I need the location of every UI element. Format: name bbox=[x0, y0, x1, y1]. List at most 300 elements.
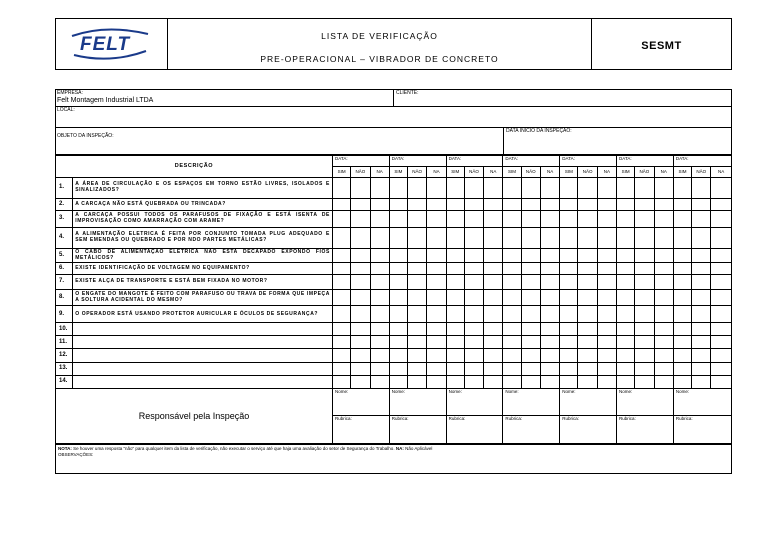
answer-checkbox-cell[interactable] bbox=[711, 349, 732, 362]
answer-checkbox-cell[interactable] bbox=[692, 177, 711, 199]
answer-checkbox-cell[interactable] bbox=[408, 263, 427, 275]
answer-checkbox-cell[interactable] bbox=[540, 323, 559, 336]
answer-checkbox-cell[interactable] bbox=[711, 375, 732, 388]
answer-checkbox-cell[interactable] bbox=[654, 375, 673, 388]
inspector-name-field[interactable]: Nome: bbox=[332, 388, 389, 415]
answer-checkbox-cell[interactable] bbox=[389, 289, 407, 306]
answer-checkbox-cell[interactable] bbox=[351, 323, 370, 336]
answer-checkbox-cell[interactable] bbox=[427, 210, 446, 227]
date-field[interactable]: DATA: bbox=[673, 156, 731, 167]
answer-checkbox-cell[interactable] bbox=[711, 177, 732, 199]
answer-checkbox-cell[interactable] bbox=[332, 306, 350, 323]
answer-checkbox-cell[interactable] bbox=[711, 336, 732, 349]
answer-checkbox-cell[interactable] bbox=[464, 249, 483, 263]
answer-checkbox-cell[interactable] bbox=[560, 323, 578, 336]
answer-checkbox-cell[interactable] bbox=[408, 275, 427, 289]
answer-checkbox-cell[interactable] bbox=[370, 199, 389, 211]
answer-checkbox-cell[interactable] bbox=[597, 306, 616, 323]
answer-checkbox-cell[interactable] bbox=[578, 177, 597, 199]
answer-checkbox-cell[interactable] bbox=[389, 336, 407, 349]
answer-checkbox-cell[interactable] bbox=[446, 289, 464, 306]
answer-checkbox-cell[interactable] bbox=[389, 210, 407, 227]
answer-checkbox-cell[interactable] bbox=[654, 362, 673, 375]
answer-checkbox-cell[interactable] bbox=[389, 249, 407, 263]
answer-checkbox-cell[interactable] bbox=[617, 349, 635, 362]
answer-checkbox-cell[interactable] bbox=[351, 375, 370, 388]
answer-checkbox-cell[interactable] bbox=[711, 199, 732, 211]
answer-checkbox-cell[interactable] bbox=[597, 362, 616, 375]
answer-checkbox-cell[interactable] bbox=[484, 199, 503, 211]
answer-checkbox-cell[interactable] bbox=[692, 289, 711, 306]
answer-checkbox-cell[interactable] bbox=[427, 289, 446, 306]
answer-checkbox-cell[interactable] bbox=[617, 249, 635, 263]
answer-checkbox-cell[interactable] bbox=[370, 323, 389, 336]
answer-checkbox-cell[interactable] bbox=[673, 177, 691, 199]
answer-checkbox-cell[interactable] bbox=[408, 210, 427, 227]
answer-checkbox-cell[interactable] bbox=[540, 227, 559, 249]
answer-checkbox-cell[interactable] bbox=[560, 275, 578, 289]
answer-checkbox-cell[interactable] bbox=[427, 263, 446, 275]
answer-checkbox-cell[interactable] bbox=[654, 336, 673, 349]
answer-checkbox-cell[interactable] bbox=[521, 323, 540, 336]
answer-checkbox-cell[interactable] bbox=[654, 249, 673, 263]
answer-checkbox-cell[interactable] bbox=[560, 349, 578, 362]
answer-checkbox-cell[interactable] bbox=[332, 362, 350, 375]
inspector-name-field[interactable]: Nome: bbox=[389, 388, 446, 415]
answer-checkbox-cell[interactable] bbox=[521, 289, 540, 306]
answer-checkbox-cell[interactable] bbox=[635, 275, 654, 289]
answer-checkbox-cell[interactable] bbox=[692, 210, 711, 227]
answer-checkbox-cell[interactable] bbox=[370, 336, 389, 349]
answer-checkbox-cell[interactable] bbox=[597, 275, 616, 289]
answer-checkbox-cell[interactable] bbox=[617, 375, 635, 388]
answer-checkbox-cell[interactable] bbox=[427, 199, 446, 211]
answer-checkbox-cell[interactable] bbox=[540, 275, 559, 289]
answer-checkbox-cell[interactable] bbox=[578, 210, 597, 227]
answer-checkbox-cell[interactable] bbox=[617, 289, 635, 306]
answer-checkbox-cell[interactable] bbox=[578, 289, 597, 306]
answer-checkbox-cell[interactable] bbox=[673, 349, 691, 362]
answer-checkbox-cell[interactable] bbox=[370, 362, 389, 375]
answer-checkbox-cell[interactable] bbox=[389, 263, 407, 275]
answer-checkbox-cell[interactable] bbox=[464, 199, 483, 211]
answer-checkbox-cell[interactable] bbox=[673, 289, 691, 306]
answer-checkbox-cell[interactable] bbox=[540, 199, 559, 211]
answer-checkbox-cell[interactable] bbox=[332, 210, 350, 227]
answer-checkbox-cell[interactable] bbox=[654, 306, 673, 323]
answer-checkbox-cell[interactable] bbox=[597, 289, 616, 306]
answer-checkbox-cell[interactable] bbox=[332, 336, 350, 349]
answer-checkbox-cell[interactable] bbox=[503, 306, 521, 323]
answer-checkbox-cell[interactable] bbox=[427, 336, 446, 349]
answer-checkbox-cell[interactable] bbox=[351, 275, 370, 289]
answer-checkbox-cell[interactable] bbox=[673, 306, 691, 323]
answer-checkbox-cell[interactable] bbox=[351, 362, 370, 375]
answer-checkbox-cell[interactable] bbox=[597, 177, 616, 199]
answer-checkbox-cell[interactable] bbox=[521, 210, 540, 227]
answer-checkbox-cell[interactable] bbox=[578, 275, 597, 289]
answer-checkbox-cell[interactable] bbox=[446, 199, 464, 211]
answer-checkbox-cell[interactable] bbox=[484, 249, 503, 263]
inspector-name-field[interactable]: Nome: bbox=[617, 388, 674, 415]
answer-checkbox-cell[interactable] bbox=[654, 263, 673, 275]
answer-checkbox-cell[interactable] bbox=[332, 375, 350, 388]
answer-checkbox-cell[interactable] bbox=[540, 336, 559, 349]
answer-checkbox-cell[interactable] bbox=[521, 375, 540, 388]
answer-checkbox-cell[interactable] bbox=[427, 177, 446, 199]
answer-checkbox-cell[interactable] bbox=[427, 227, 446, 249]
answer-checkbox-cell[interactable] bbox=[597, 249, 616, 263]
answer-checkbox-cell[interactable] bbox=[597, 375, 616, 388]
answer-checkbox-cell[interactable] bbox=[464, 289, 483, 306]
answer-checkbox-cell[interactable] bbox=[446, 275, 464, 289]
answer-checkbox-cell[interactable] bbox=[540, 249, 559, 263]
answer-checkbox-cell[interactable] bbox=[464, 336, 483, 349]
answer-checkbox-cell[interactable] bbox=[617, 210, 635, 227]
answer-checkbox-cell[interactable] bbox=[635, 289, 654, 306]
answer-checkbox-cell[interactable] bbox=[560, 227, 578, 249]
answer-checkbox-cell[interactable] bbox=[446, 336, 464, 349]
inspector-name-field[interactable]: Nome: bbox=[503, 388, 560, 415]
answer-checkbox-cell[interactable] bbox=[635, 323, 654, 336]
answer-checkbox-cell[interactable] bbox=[635, 375, 654, 388]
answer-checkbox-cell[interactable] bbox=[464, 227, 483, 249]
answer-checkbox-cell[interactable] bbox=[446, 177, 464, 199]
answer-checkbox-cell[interactable] bbox=[370, 306, 389, 323]
answer-checkbox-cell[interactable] bbox=[370, 289, 389, 306]
answer-checkbox-cell[interactable] bbox=[617, 323, 635, 336]
answer-checkbox-cell[interactable] bbox=[427, 275, 446, 289]
answer-checkbox-cell[interactable] bbox=[446, 227, 464, 249]
date-field[interactable]: DATA: bbox=[389, 156, 446, 167]
answer-checkbox-cell[interactable] bbox=[370, 349, 389, 362]
answer-checkbox-cell[interactable] bbox=[389, 323, 407, 336]
answer-checkbox-cell[interactable] bbox=[560, 362, 578, 375]
answer-checkbox-cell[interactable] bbox=[540, 306, 559, 323]
answer-checkbox-cell[interactable] bbox=[654, 349, 673, 362]
answer-checkbox-cell[interactable] bbox=[446, 249, 464, 263]
answer-checkbox-cell[interactable] bbox=[578, 362, 597, 375]
answer-checkbox-cell[interactable] bbox=[370, 210, 389, 227]
answer-checkbox-cell[interactable] bbox=[464, 306, 483, 323]
answer-checkbox-cell[interactable] bbox=[635, 199, 654, 211]
answer-checkbox-cell[interactable] bbox=[673, 336, 691, 349]
answer-checkbox-cell[interactable] bbox=[503, 210, 521, 227]
answer-checkbox-cell[interactable] bbox=[521, 177, 540, 199]
answer-checkbox-cell[interactable] bbox=[503, 275, 521, 289]
answer-checkbox-cell[interactable] bbox=[617, 227, 635, 249]
answer-checkbox-cell[interactable] bbox=[446, 375, 464, 388]
answer-checkbox-cell[interactable] bbox=[351, 349, 370, 362]
answer-checkbox-cell[interactable] bbox=[503, 177, 521, 199]
answer-checkbox-cell[interactable] bbox=[464, 349, 483, 362]
answer-checkbox-cell[interactable] bbox=[389, 227, 407, 249]
answer-checkbox-cell[interactable] bbox=[521, 249, 540, 263]
answer-checkbox-cell[interactable] bbox=[464, 263, 483, 275]
answer-checkbox-cell[interactable] bbox=[484, 336, 503, 349]
answer-checkbox-cell[interactable] bbox=[446, 323, 464, 336]
answer-checkbox-cell[interactable] bbox=[484, 323, 503, 336]
inspector-rubrica-field[interactable]: Rubrica: bbox=[389, 416, 446, 444]
answer-checkbox-cell[interactable] bbox=[351, 210, 370, 227]
inspector-rubrica-field[interactable]: Rubrica: bbox=[560, 416, 617, 444]
answer-checkbox-cell[interactable] bbox=[332, 199, 350, 211]
answer-checkbox-cell[interactable] bbox=[654, 210, 673, 227]
inspector-name-field[interactable]: Nome: bbox=[673, 388, 731, 415]
answer-checkbox-cell[interactable] bbox=[654, 177, 673, 199]
answer-checkbox-cell[interactable] bbox=[351, 306, 370, 323]
answer-checkbox-cell[interactable] bbox=[521, 306, 540, 323]
answer-checkbox-cell[interactable] bbox=[484, 263, 503, 275]
answer-checkbox-cell[interactable] bbox=[635, 177, 654, 199]
answer-checkbox-cell[interactable] bbox=[332, 177, 350, 199]
answer-checkbox-cell[interactable] bbox=[711, 323, 732, 336]
answer-checkbox-cell[interactable] bbox=[484, 210, 503, 227]
answer-checkbox-cell[interactable] bbox=[332, 263, 350, 275]
answer-checkbox-cell[interactable] bbox=[617, 306, 635, 323]
date-field[interactable]: DATA: bbox=[446, 156, 503, 167]
answer-checkbox-cell[interactable] bbox=[370, 177, 389, 199]
answer-checkbox-cell[interactable] bbox=[692, 275, 711, 289]
answer-checkbox-cell[interactable] bbox=[389, 275, 407, 289]
inspector-name-field[interactable]: Nome: bbox=[446, 388, 503, 415]
answer-checkbox-cell[interactable] bbox=[503, 336, 521, 349]
answer-checkbox-cell[interactable] bbox=[711, 275, 732, 289]
answer-checkbox-cell[interactable] bbox=[464, 323, 483, 336]
answer-checkbox-cell[interactable] bbox=[503, 349, 521, 362]
answer-checkbox-cell[interactable] bbox=[673, 199, 691, 211]
answer-checkbox-cell[interactable] bbox=[597, 199, 616, 211]
answer-checkbox-cell[interactable] bbox=[464, 210, 483, 227]
answer-checkbox-cell[interactable] bbox=[370, 263, 389, 275]
answer-checkbox-cell[interactable] bbox=[560, 375, 578, 388]
answer-checkbox-cell[interactable] bbox=[351, 227, 370, 249]
answer-checkbox-cell[interactable] bbox=[370, 375, 389, 388]
answer-checkbox-cell[interactable] bbox=[427, 362, 446, 375]
answer-checkbox-cell[interactable] bbox=[560, 289, 578, 306]
answer-checkbox-cell[interactable] bbox=[446, 263, 464, 275]
answer-checkbox-cell[interactable] bbox=[654, 275, 673, 289]
answer-checkbox-cell[interactable] bbox=[692, 362, 711, 375]
answer-checkbox-cell[interactable] bbox=[540, 375, 559, 388]
answer-checkbox-cell[interactable] bbox=[673, 323, 691, 336]
answer-checkbox-cell[interactable] bbox=[484, 349, 503, 362]
answer-checkbox-cell[interactable] bbox=[351, 249, 370, 263]
answer-checkbox-cell[interactable] bbox=[484, 275, 503, 289]
answer-checkbox-cell[interactable] bbox=[578, 349, 597, 362]
answer-checkbox-cell[interactable] bbox=[332, 323, 350, 336]
answer-checkbox-cell[interactable] bbox=[692, 306, 711, 323]
answer-checkbox-cell[interactable] bbox=[635, 263, 654, 275]
answer-checkbox-cell[interactable] bbox=[351, 177, 370, 199]
answer-checkbox-cell[interactable] bbox=[389, 306, 407, 323]
answer-checkbox-cell[interactable] bbox=[673, 375, 691, 388]
answer-checkbox-cell[interactable] bbox=[617, 199, 635, 211]
answer-checkbox-cell[interactable] bbox=[635, 227, 654, 249]
answer-checkbox-cell[interactable] bbox=[408, 375, 427, 388]
inspector-rubrica-field[interactable]: Rubrica: bbox=[446, 416, 503, 444]
inspector-name-field[interactable]: Nome: bbox=[560, 388, 617, 415]
answer-checkbox-cell[interactable] bbox=[597, 227, 616, 249]
answer-checkbox-cell[interactable] bbox=[540, 289, 559, 306]
answer-checkbox-cell[interactable] bbox=[521, 336, 540, 349]
answer-checkbox-cell[interactable] bbox=[560, 263, 578, 275]
answer-checkbox-cell[interactable] bbox=[692, 349, 711, 362]
answer-checkbox-cell[interactable] bbox=[408, 336, 427, 349]
answer-checkbox-cell[interactable] bbox=[427, 249, 446, 263]
answer-checkbox-cell[interactable] bbox=[464, 362, 483, 375]
answer-checkbox-cell[interactable] bbox=[692, 375, 711, 388]
answer-checkbox-cell[interactable] bbox=[521, 349, 540, 362]
answer-checkbox-cell[interactable] bbox=[521, 199, 540, 211]
answer-checkbox-cell[interactable] bbox=[389, 177, 407, 199]
answer-checkbox-cell[interactable] bbox=[484, 362, 503, 375]
answer-checkbox-cell[interactable] bbox=[692, 249, 711, 263]
answer-checkbox-cell[interactable] bbox=[503, 199, 521, 211]
date-field[interactable]: DATA: bbox=[560, 156, 617, 167]
answer-checkbox-cell[interactable] bbox=[635, 249, 654, 263]
answer-checkbox-cell[interactable] bbox=[503, 362, 521, 375]
answer-checkbox-cell[interactable] bbox=[597, 336, 616, 349]
answer-checkbox-cell[interactable] bbox=[540, 349, 559, 362]
answer-checkbox-cell[interactable] bbox=[408, 177, 427, 199]
answer-checkbox-cell[interactable] bbox=[446, 210, 464, 227]
answer-checkbox-cell[interactable] bbox=[389, 375, 407, 388]
answer-checkbox-cell[interactable] bbox=[692, 263, 711, 275]
answer-checkbox-cell[interactable] bbox=[560, 210, 578, 227]
answer-checkbox-cell[interactable] bbox=[351, 336, 370, 349]
answer-checkbox-cell[interactable] bbox=[408, 199, 427, 211]
answer-checkbox-cell[interactable] bbox=[503, 375, 521, 388]
date-field[interactable]: DATA: bbox=[503, 156, 560, 167]
answer-checkbox-cell[interactable] bbox=[446, 306, 464, 323]
answer-checkbox-cell[interactable] bbox=[389, 362, 407, 375]
answer-checkbox-cell[interactable] bbox=[427, 306, 446, 323]
answer-checkbox-cell[interactable] bbox=[635, 306, 654, 323]
answer-checkbox-cell[interactable] bbox=[617, 263, 635, 275]
answer-checkbox-cell[interactable] bbox=[503, 227, 521, 249]
answer-checkbox-cell[interactable] bbox=[503, 263, 521, 275]
answer-checkbox-cell[interactable] bbox=[503, 289, 521, 306]
inspector-rubrica-field[interactable]: Rubrica: bbox=[617, 416, 674, 444]
answer-checkbox-cell[interactable] bbox=[464, 275, 483, 289]
answer-checkbox-cell[interactable] bbox=[370, 227, 389, 249]
answer-checkbox-cell[interactable] bbox=[464, 375, 483, 388]
answer-checkbox-cell[interactable] bbox=[521, 275, 540, 289]
answer-checkbox-cell[interactable] bbox=[521, 263, 540, 275]
answer-checkbox-cell[interactable] bbox=[578, 323, 597, 336]
answer-checkbox-cell[interactable] bbox=[560, 336, 578, 349]
answer-checkbox-cell[interactable] bbox=[711, 289, 732, 306]
answer-checkbox-cell[interactable] bbox=[673, 210, 691, 227]
answer-checkbox-cell[interactable] bbox=[503, 323, 521, 336]
answer-checkbox-cell[interactable] bbox=[692, 199, 711, 211]
answer-checkbox-cell[interactable] bbox=[711, 227, 732, 249]
inspector-rubrica-field[interactable]: Rubrica: bbox=[332, 416, 389, 444]
answer-checkbox-cell[interactable] bbox=[332, 249, 350, 263]
answer-checkbox-cell[interactable] bbox=[389, 349, 407, 362]
answer-checkbox-cell[interactable] bbox=[408, 349, 427, 362]
answer-checkbox-cell[interactable] bbox=[521, 227, 540, 249]
answer-checkbox-cell[interactable] bbox=[408, 227, 427, 249]
answer-checkbox-cell[interactable] bbox=[597, 210, 616, 227]
answer-checkbox-cell[interactable] bbox=[578, 263, 597, 275]
answer-checkbox-cell[interactable] bbox=[673, 249, 691, 263]
answer-checkbox-cell[interactable] bbox=[408, 362, 427, 375]
answer-checkbox-cell[interactable] bbox=[617, 275, 635, 289]
answer-checkbox-cell[interactable] bbox=[617, 336, 635, 349]
answer-checkbox-cell[interactable] bbox=[597, 263, 616, 275]
answer-checkbox-cell[interactable] bbox=[673, 362, 691, 375]
inspector-rubrica-field[interactable]: Rubrica: bbox=[503, 416, 560, 444]
answer-checkbox-cell[interactable] bbox=[427, 375, 446, 388]
answer-checkbox-cell[interactable] bbox=[654, 199, 673, 211]
answer-checkbox-cell[interactable] bbox=[446, 349, 464, 362]
answer-checkbox-cell[interactable] bbox=[503, 249, 521, 263]
answer-checkbox-cell[interactable] bbox=[617, 362, 635, 375]
answer-checkbox-cell[interactable] bbox=[540, 177, 559, 199]
answer-checkbox-cell[interactable] bbox=[370, 275, 389, 289]
answer-checkbox-cell[interactable] bbox=[654, 323, 673, 336]
answer-checkbox-cell[interactable] bbox=[578, 336, 597, 349]
answer-checkbox-cell[interactable] bbox=[635, 349, 654, 362]
answer-checkbox-cell[interactable] bbox=[560, 177, 578, 199]
answer-checkbox-cell[interactable] bbox=[521, 362, 540, 375]
answer-checkbox-cell[interactable] bbox=[389, 199, 407, 211]
answer-checkbox-cell[interactable] bbox=[711, 263, 732, 275]
answer-checkbox-cell[interactable] bbox=[332, 227, 350, 249]
answer-checkbox-cell[interactable] bbox=[540, 210, 559, 227]
answer-checkbox-cell[interactable] bbox=[711, 249, 732, 263]
answer-checkbox-cell[interactable] bbox=[484, 289, 503, 306]
answer-checkbox-cell[interactable] bbox=[635, 336, 654, 349]
inspector-rubrica-field[interactable]: Rubrica: bbox=[673, 416, 731, 444]
answer-checkbox-cell[interactable] bbox=[692, 227, 711, 249]
answer-checkbox-cell[interactable] bbox=[446, 362, 464, 375]
answer-checkbox-cell[interactable] bbox=[673, 263, 691, 275]
answer-checkbox-cell[interactable] bbox=[692, 323, 711, 336]
answer-checkbox-cell[interactable] bbox=[408, 249, 427, 263]
answer-checkbox-cell[interactable] bbox=[692, 336, 711, 349]
answer-checkbox-cell[interactable] bbox=[654, 227, 673, 249]
answer-checkbox-cell[interactable] bbox=[484, 227, 503, 249]
answer-checkbox-cell[interactable] bbox=[597, 323, 616, 336]
answer-checkbox-cell[interactable] bbox=[578, 375, 597, 388]
answer-checkbox-cell[interactable] bbox=[408, 323, 427, 336]
answer-checkbox-cell[interactable] bbox=[711, 306, 732, 323]
answer-checkbox-cell[interactable] bbox=[560, 249, 578, 263]
answer-checkbox-cell[interactable] bbox=[332, 349, 350, 362]
answer-checkbox-cell[interactable] bbox=[617, 177, 635, 199]
answer-checkbox-cell[interactable] bbox=[578, 199, 597, 211]
answer-checkbox-cell[interactable] bbox=[427, 349, 446, 362]
date-field[interactable]: DATA: bbox=[332, 156, 389, 167]
answer-checkbox-cell[interactable] bbox=[427, 323, 446, 336]
date-field[interactable]: DATA: bbox=[617, 156, 674, 167]
answer-checkbox-cell[interactable] bbox=[654, 289, 673, 306]
answer-checkbox-cell[interactable] bbox=[370, 249, 389, 263]
answer-checkbox-cell[interactable] bbox=[635, 210, 654, 227]
answer-checkbox-cell[interactable] bbox=[711, 362, 732, 375]
answer-checkbox-cell[interactable] bbox=[560, 199, 578, 211]
answer-checkbox-cell[interactable] bbox=[673, 227, 691, 249]
answer-checkbox-cell[interactable] bbox=[578, 249, 597, 263]
answer-checkbox-cell[interactable] bbox=[351, 289, 370, 306]
answer-checkbox-cell[interactable] bbox=[597, 349, 616, 362]
answer-checkbox-cell[interactable] bbox=[464, 177, 483, 199]
answer-checkbox-cell[interactable] bbox=[408, 306, 427, 323]
answer-checkbox-cell[interactable] bbox=[484, 306, 503, 323]
